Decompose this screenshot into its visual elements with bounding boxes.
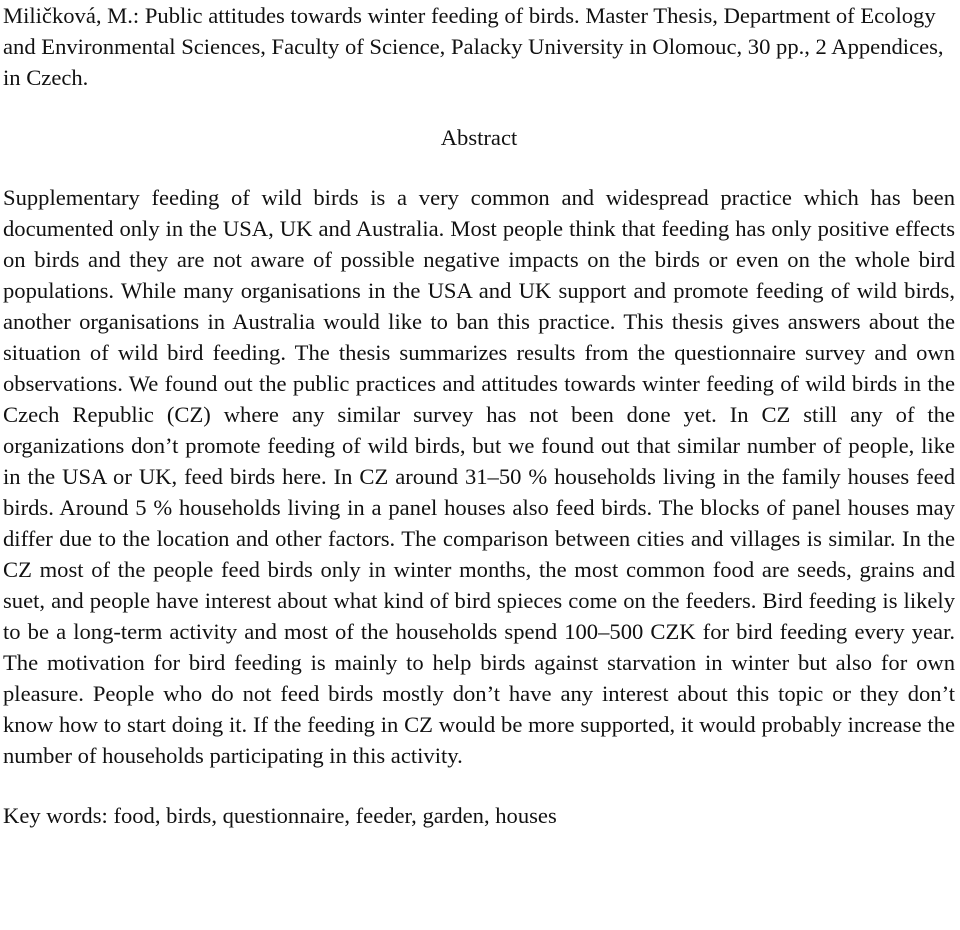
keywords: Key words: food, birds, questionnaire, feeder, garden, houses xyxy=(3,803,557,828)
citation: Miličková, M.: Public attitudes towards winter feeding of birds. Master Thesis, Department of Ecology and Environmental Sciences, Faculty of Science, Palacky University in Olomouc, 30 pp., 2 Appendices, in Czech. xyxy=(3,3,944,90)
abstract-body: Supplementary feeding of wild birds is a very common and widespread practice which has been documented only in the USA, UK and Australia. Most people think that feeding has only positive effects on birds and they are not aware of possible negative impacts on the birds or even on the whole bird populations. While many organisations in the USA and UK support and promote feeding of wild birds, another organisations in Australia would like to ban this practice. This thesis gives answers about the situation of wild bird feeding. The thesis summarizes results from the questionnaire survey and own observations. We found out the public practices and attitudes towards winter feeding of wild birds in the Czech Republic (CZ) where any similar survey has not been done yet. In CZ still any of the organizations don’t promote feeding of wild birds, but we found out that similar number of people, like in the USA or UK, feed birds here. In CZ around 31–50 % households living in the family houses feed birds. Around 5 % households living in a panel houses also feed birds. The blocks of panel houses may differ due to the location and other factors. The comparison between cities and villages is similar. In the CZ most of the people feed birds only in winter months, the most common food are seeds, grains and suet, and people have interest about what kind of bird spieces come on the feeders. Bird feeding is likely to be a long-term activity and most of the households spend 100–500 CZK for bird feeding every year. The motivation for bird feeding is mainly to help birds against starvation in winter but also for own pleasure. People who do not feed birds mostly don’t have any interest about this topic or they don’t know how to start doing it. If the feeding in CZ would be more supported, it would probably increase the number of households participating in this activity. xyxy=(3,185,955,768)
document-page xyxy=(3,0,955,831)
abstract-heading: Abstract xyxy=(440,125,518,150)
